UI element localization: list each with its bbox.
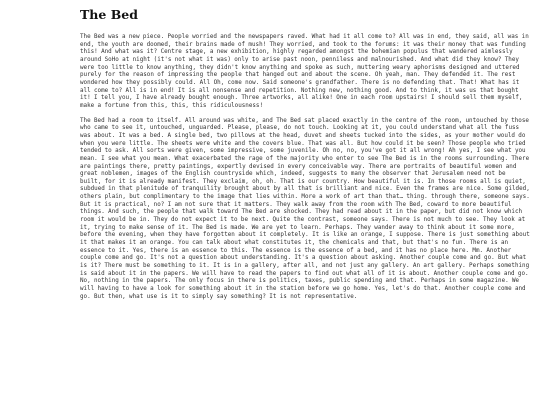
document-title: The Bed: [80, 7, 138, 22]
paragraph-2: The Bed had a room to itself. All around was white, and The Bed sat placed exactly in the centre of the room, untouched by those who came to see it, untouched, unguarded. Please, please, do not touch. Looking at it, you could understand what all the fuss was about. It was a bed. A single bed, two pillows at the head, duvet and sheets tucked into the sides, as your mother would do when you were little. The sheets were white and the covers blue. That was all. But how could it be seen? Those people who tried tended to ask. All sorts were given, some impressive, some juvenile. Oh no, no, you've got it all wrong! Ah yes, I see what you mean. I see what you mean. What exacerbated the rage of the majority who enter to see The Bed is in the rooms surrounding. There are paintings there, pretty paintings, expertly devised in every conceivable way. There are portraits of beautiful women and great noblemen, images of the English countryside which, indeed, suggests to many the observer that Jerusalem need not be built, for it is already manifest. They exclaim, oh, oh. That is our country. How beautiful it is. In those rooms all is quiet, subdued in that plenitude of tranquility brought about by all that is brilliant and nice. Even the frames are nice. Some gilded, others plain, but complimentary to the image that lies within. More a work of art than that… thing. through there, someone says. But it is practical, no? I am not sure that it matters. They walk away from the room with The Bed, coward to more beautiful things. And such, the people that walk toward The Bed are shocked. They had read about it in the paper, but did not know which room it would be in. They do not expect it to be next. Quite the contrast, someone says. There is not much to see. They look at it, trying to make sense of it. The Bed is made. We are yet to learn. Perhaps. They wander away to think about it some more, before the evening, when they have forgotten about it completely. It is like an orange, I suppose. There is just something about it that makes it an orange. You can talk about what constitutes it, the chemicals and that, but that's no fun. There is an essence to it. Yes, there is an essence to this. The essence is the essence of a bed, and it has no place here. Mm. Another couple come and go. It's not a question about understanding. It's a question about asking. Another couple come and go. But what is it? There must be something to it. It is in a gallery, after all, and not just any gallery. An art gallery. Perhaps something is said about it in the papers. We will have to read the papers to find out what all of it is about. Another couple come and go. No, nothing in the papers. The only focus in there is politics, taxes, public spending and that. Perhaps in some magazine. We will having to have a look for something about it in the station before we go home. Yes, let's do that. Another couple come and go. But then, what use is it to simply say something? It is not representative.: [80, 117, 530, 300]
document-page: [80, 8, 530, 301]
paragraph-1: The Bed was a new piece. People worried and the newspapers raved. What had it all come to? All was in end, they said, all was in end, the youth are doomed, their brains made of mush! They worried, and took to the forums: it was their money that was funding this! And what was it? Centre stage, a new exhibition, highly regarded amongst the bohemian populus that wandered aimlessly around SoHo at night (it's not what it was) only to arise past noon, penniless and malnourished. And what did they know? They were too little to know anything, they didn't know anything and spoke as such, muttering weary aphorisms designed and uttered purely for the reason of impressing the people that hanged out and about the scene. Oh yeah, man. They defended it. The rest wondered how they possibly could. All Oh, come now. Said someone's grandfather. There is no defending that. That! What has it all come to? All is in end! It is all nonsense and repetition. Nothing new, nothing good. And to think, it was us that bought it! I tell you, I have already bought enough. Three artworks, all alike! One in each room upstairs! I should sell them myself, make a fortune from this, this, this ridiculousness!: [80, 34, 529, 109]
